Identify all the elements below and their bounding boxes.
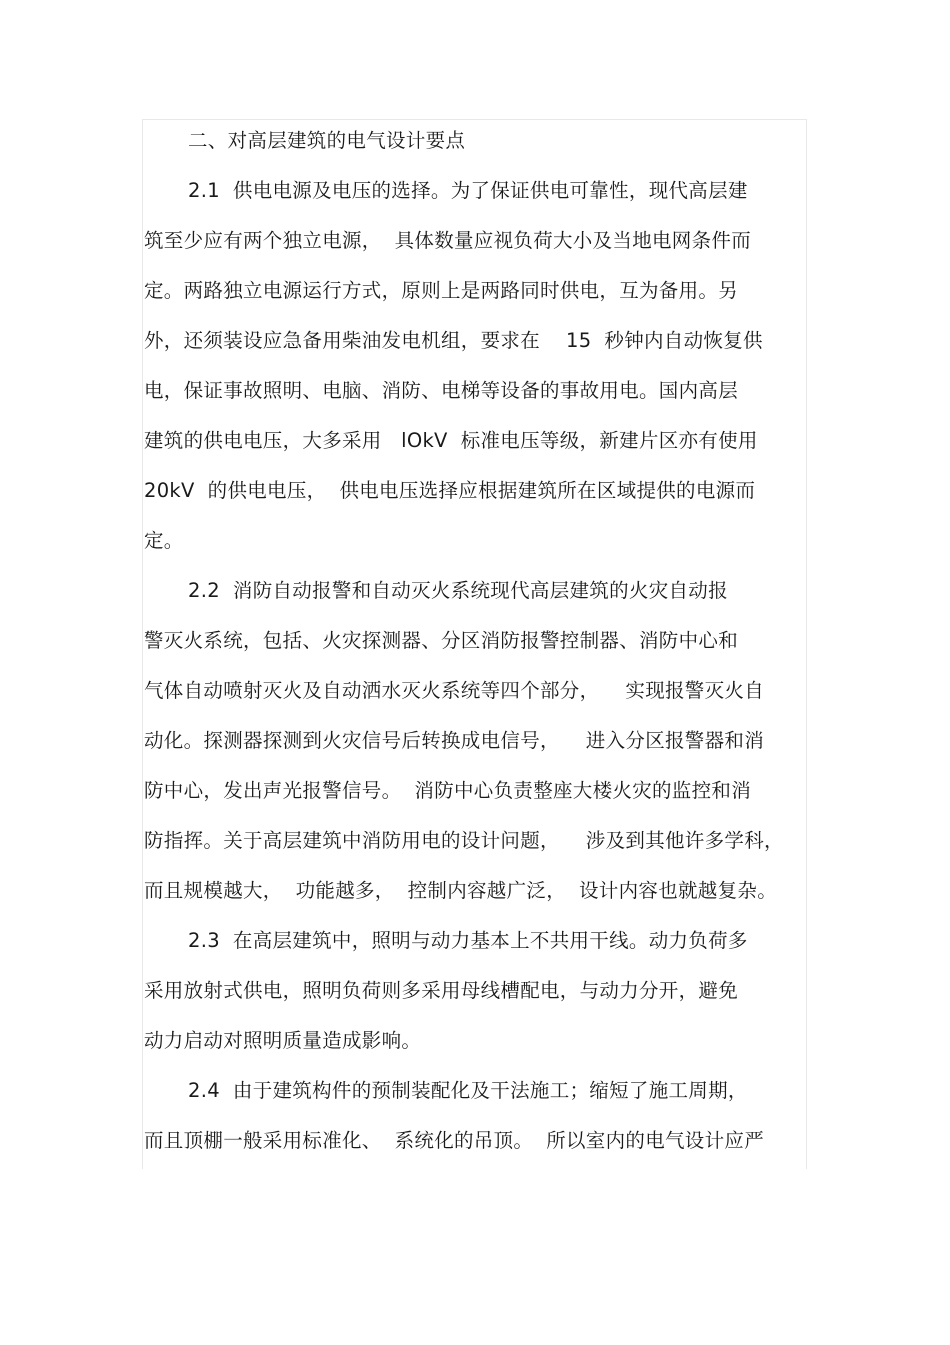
paragraph-2-1-line-6: 建筑的供电电压，大多采用 lOkV 标准电压等级，新建片区亦有使用 <box>144 429 758 452</box>
paragraph-2-2-line-3: 气体自动喷射灭火及自动洒水灭火系统等四个部分， 实现报警灭火自 <box>144 679 764 702</box>
paragraph-2-2-line-1: 2.2 消防自动报警和自动灭火系统现代高层建筑的火灾自动报 <box>188 579 728 602</box>
paragraph-2-1-line-4: 外，还须装设应急备用柴油发电机组，要求在 15 秒钟内自动恢复供 <box>144 329 763 352</box>
paragraph-2-4-line-1: 2.4 由于建筑构件的预制装配化及干法施工；缩短了施工周期， <box>188 1079 748 1102</box>
paragraph-2-2-line-5: 防中心，发出声光报警信号。 消防中心负责整座大楼火灾的监控和消 <box>144 779 751 802</box>
paragraph-2-3-line-3: 动力启动对照明质量造成影响。 <box>144 1029 422 1052</box>
paragraph-2-3-line-1: 2.3 在高层建筑中，照明与动力基本上不共用干线。动力负荷多 <box>188 929 748 952</box>
paragraph-2-1-line-7: 20kV 的供电电压， 供电电压选择应根据建筑所在区域提供的电源而 <box>144 479 756 502</box>
paragraph-2-1-line-2: 筑至少应有两个独立电源， 具体数量应视负荷大小及当地电网条件而 <box>144 229 751 252</box>
paragraph-2-1-line-5: 电，保证事故照明、电脑、消防、电梯等设备的事故用电。国内高层 <box>144 379 739 402</box>
paragraph-2-2-line-2: 警灭火系统，包括、火灾探测器、分区消防报警控制器、消防中心和 <box>144 629 739 652</box>
paragraph-2-1-line-1: 2.1 供电电源及电压的选择。为了保证供电可靠性，现代高层建 <box>188 179 748 202</box>
paragraph-2-2-line-6: 防指挥。关于高层建筑中消防用电的设计问题， 涉及到其他许多学科， <box>144 829 784 852</box>
paragraph-2-1-line-8: 定。 <box>144 529 184 552</box>
paragraph-2-4-line-2: 而且顶棚一般采用标准化、 系统化的吊顶。 所以室内的电气设计应严 <box>144 1129 764 1152</box>
paragraph-2-3-line-2: 采用放射式供电，照明负荷则多采用母线槽配电，与动力分开，避免 <box>144 979 739 1002</box>
section-heading: 二、对高层建筑的电气设计要点 <box>188 129 466 152</box>
paragraph-2-2-line-4: 动化。探测器探测到火灾信号后转换成电信号， 进入分区报警器和消 <box>144 729 764 752</box>
paragraph-2-1-line-3: 定。两路独立电源运行方式，原则上是两路同时供电，互为备用。另 <box>144 279 739 302</box>
paragraph-2-2-line-7: 而且规模越大， 功能越多， 控制内容越广泛， 设计内容也就越复杂。 <box>144 879 777 902</box>
